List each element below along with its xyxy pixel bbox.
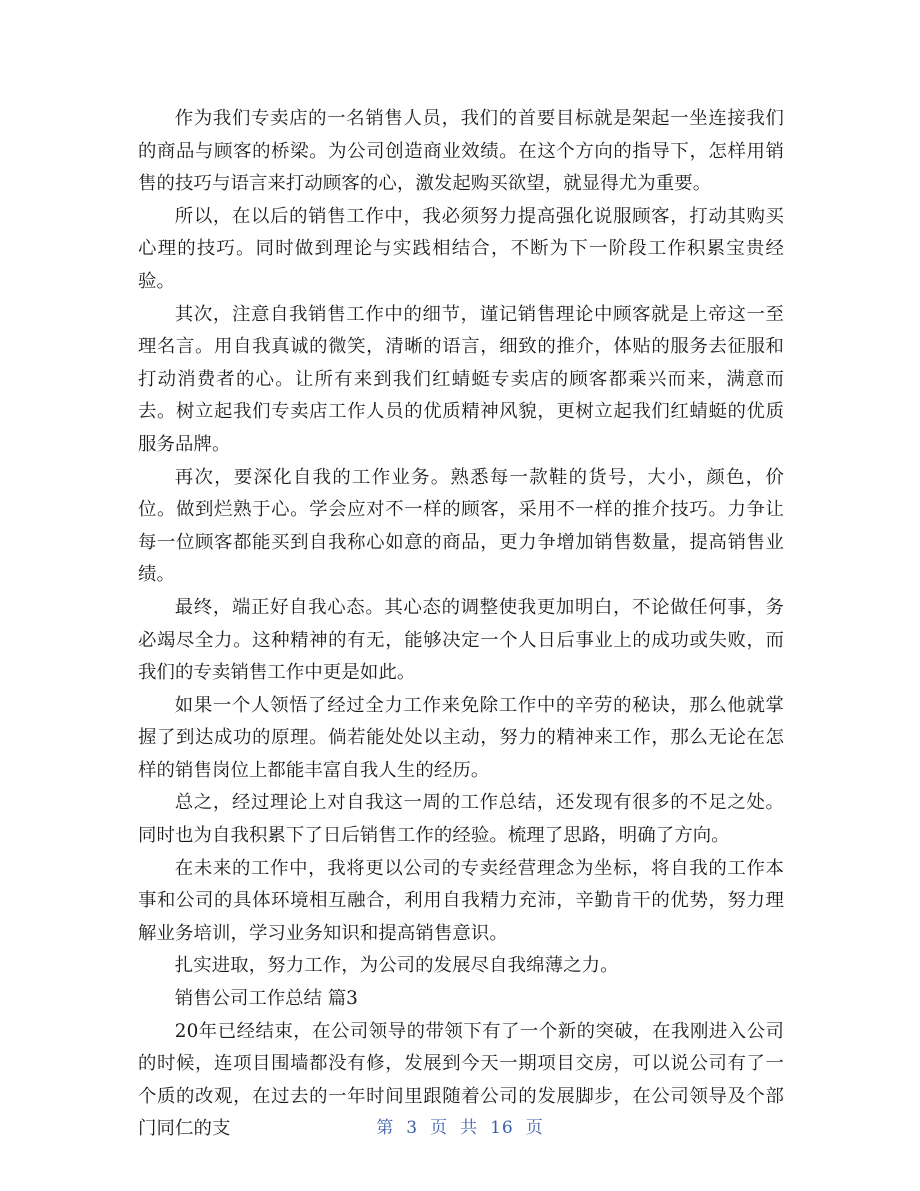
page-label-mid: 页: [430, 1118, 449, 1138]
paragraph: 最终，端正好自我心态。其心态的调整使我更加明白，不论做任何事，务必竭尽全力。这种精神的有无，能够决定一个人日后事业上的成功或失败，而我们的专卖销售工作中更是如此。: [138, 596, 784, 684]
page-label-suffix: 页: [525, 1118, 544, 1138]
paragraph: 20年已经结束，在公司领导的带领下有了一个新的突破，在我刚进入公司的时候，连项目围墙都没有修，发展到今天一期项目交房，可以说公司有了一个质的改观，在过去的一年时间里跟随着公司的发展脚步，在公司领导及个部门同仁的支: [138, 1020, 784, 1140]
page-label-prefix: 第: [376, 1118, 395, 1138]
paragraph: 其次，注意自我销售工作中的细节，谨记销售理论中顾客就是上帝这一至理名言。用自我真诚的微笑，清晰的语言，细致的推介，体贴的服务去征服和打动消费者的心。让所有来到我们红蜻蜓专卖店的顾客都乘兴而来，满意而去。树立起我们专卖店工作人员的优质精神风貌，更树立起我们红蜻蜓的优质服务品牌。: [138, 303, 784, 455]
paragraph: 再次，要深化自我的工作业务。熟悉每一款鞋的货号，大小，颜色，价位。做到烂熟于心。学会应对不一样的顾客，采用不一样的推介技巧。力争让每一位顾客都能买到自我称心如意的商品，更力争增加销售数量，提高销售业绩。: [138, 466, 784, 586]
current-page-number: 3: [406, 1118, 419, 1138]
page-number-footer: [0, 1113, 920, 1138]
paragraph: 扎实进取，努力工作，为公司的发展尽自我绵薄之力。: [174, 955, 619, 977]
paragraph: 在未来的工作中，我将更以公司的专卖经营理念为坐标，将自我的工作本事和公司的具体环境相互融合，利用自我精力充沛，辛勤肯干的优势，努力理解业务培训，学习业务知识和提高销售意识。: [138, 857, 784, 944]
section-heading: 销售公司工作总结 篇3: [174, 988, 358, 1010]
document-body: [138, 103, 784, 1146]
paragraph: 总之，经过理论上对自我这一周的工作总结，还发现有很多的不足之处。同时也为自我积累下了日后销售工作的经验。梳理了思路，明确了方向。: [138, 792, 784, 847]
paragraph: 所以，在以后的销售工作中，我必须努力提高强化说服顾客，打动其购买心理的技巧。同时做到理论与实践相结合，不断为下一阶段工作积累宝贵经验。: [138, 205, 784, 292]
paragraph: 作为我们专卖店的一名销售人员，我们的首要目标就是架起一坐连接我们的商品与顾客的桥梁。为公司创造商业效绩。在这个方向的指导下，怎样用销售的技巧与语言来打动顾客的心，激发起购买欲望，就显得尤为重要。: [138, 108, 784, 195]
paragraph: 如果一个人领悟了经过全力工作来免除工作中的辛劳的秘诀，那么他就掌握了到达成功的原理。倘若能处处以主动，努力的精神来工作，那么无论在怎样的销售岗位上都能丰富自我人生的经历。: [138, 694, 784, 781]
total-label: 共: [460, 1118, 479, 1138]
total-pages-number: 16: [490, 1118, 514, 1138]
